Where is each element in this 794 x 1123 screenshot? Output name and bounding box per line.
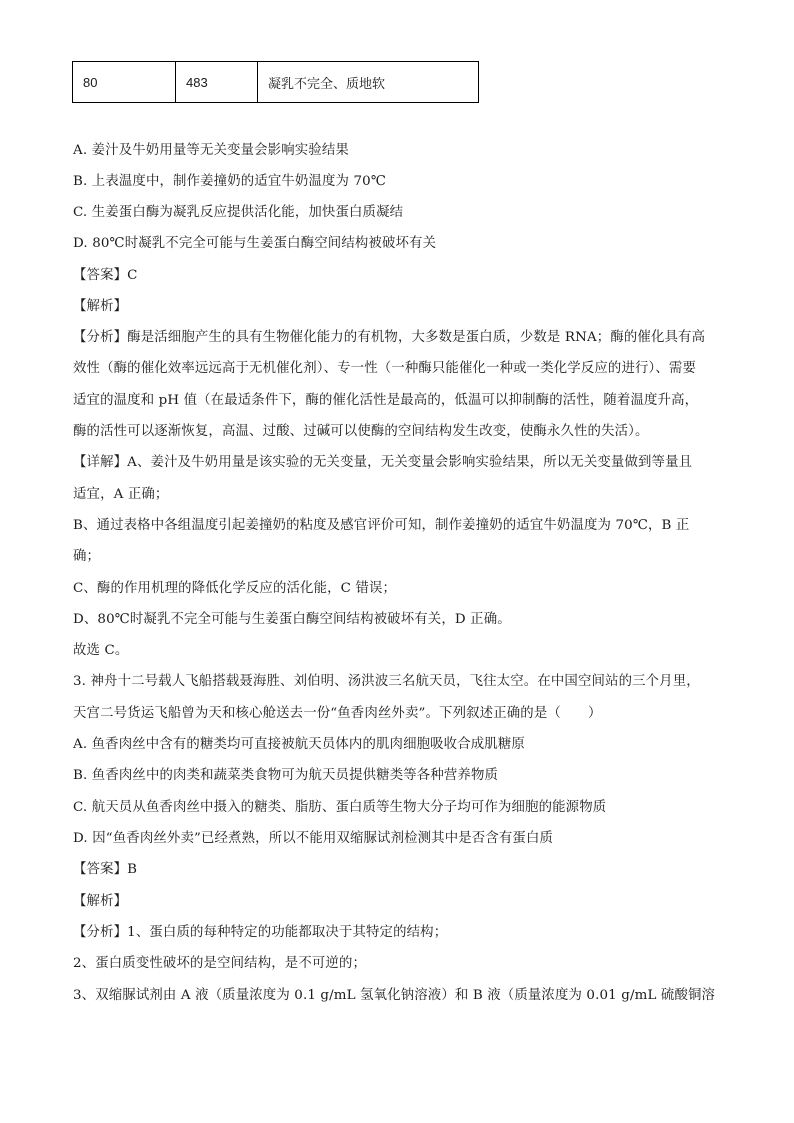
text-line: B. 上表温度中，制作姜撞奶的适宜牛奶温度为 70℃ [73, 174, 386, 189]
table-row [73, 62, 479, 103]
text-line: 【详解】A、姜汁及牛奶用量是该实验的无关变量，无关变量会影响实验结果，所以无关变量做到等量且 [73, 455, 693, 470]
text-line: 适宜，A 正确； [73, 487, 169, 502]
data-table-fragment [72, 61, 479, 103]
text-line: 天宫二号货运飞船曾为天和核心舱送去一份“鱼香肉丝外卖”。下列叙述正确的是（ ） [73, 706, 602, 721]
text-line: D、80℃时凝乳不完全可能与生姜蛋白酶空间结构被破坏有关，D 正确。 [73, 612, 511, 627]
text-line: 确； [73, 549, 101, 564]
text-line: 【答案】C [73, 268, 138, 283]
text-line: C. 航天员从鱼香肉丝中摄入的糖类、脂肪、蛋白质等生物大分子均可作为细胞的能源物质 [73, 800, 607, 815]
text-line: 【分析】1、蛋白质的每种特定的功能都取决于其特定的结构； [73, 925, 448, 940]
text-line: D. 80℃时凝乳不完全可能与生姜蛋白酶空间结构被破坏有关 [73, 236, 437, 251]
text-line: A. 姜汁及牛奶用量等无关变量会影响实验结果 [73, 143, 349, 158]
table-cell-viscosity: 483 [176, 62, 258, 103]
text-line: B. 鱼香肉丝中的肉类和蔬菜类食物可为航天员提供糖类等各种营养物质 [73, 768, 499, 783]
text-line: B、通过表格中各组温度引起姜撞奶的粘度及感官评价可知，制作姜撞奶的适宜牛奶温度为 70℃，B 正 [73, 518, 690, 533]
text-line: 酶的活性可以逐渐恢复，高温、过酸、过碱可以使酶的空间结构发生改变，使酶永久性的失活）。 [73, 424, 649, 439]
text-line: 效性（酶的催化效率远远高于无机催化剂）、专一性（一种酶只能催化一种或一类化学反应的进行）、需要 [73, 361, 697, 376]
text-line: 【分析】酶是活细胞产生的具有生物催化能力的有机物，大多数是蛋白质，少数是 RNA；酶的催化具有高 [73, 330, 706, 345]
text-line: 适宜的温度和 pH 值（在最适条件下，酶的催化活性是最高的，低温可以抑制酶的活性，随着温度升高， [73, 393, 699, 408]
table-cell-temperature: 80 [73, 62, 176, 103]
text-line: A. 鱼香肉丝中含有的糖类均可直接被航天员体内的肌肉细胞吸收合成肌糖原 [73, 737, 525, 752]
text-line: C. 生姜蛋白酶为凝乳反应提供活化能，加快蛋白质凝结 [73, 205, 404, 220]
text-line: 故选 C。 [73, 643, 129, 658]
text-line: 3、双缩脲试剂由 A 液（质量浓度为 0.1 g/mL 氢氧化钠溶液）和 B 液（质量浓度为 0.01 g/mL 硫酸铜溶 [73, 988, 716, 1003]
text-line: D. 因“鱼香肉丝外卖”已经煮熟，所以不能用双缩脲试剂检测其中是否含有蛋白质 [73, 831, 554, 846]
text-line: 【解析】 [73, 299, 128, 314]
text-line: 【解析】 [73, 894, 128, 909]
text-line: 2、蛋白质变性破坏的是空间结构，是不可逆的； [73, 956, 367, 971]
table-cell-evaluation: 凝乳不完全、质地软 [258, 62, 479, 103]
text-line: C、酶的作用机理的降低化学反应的活化能，C 错误； [73, 581, 397, 596]
text-line: 【答案】B [73, 862, 138, 877]
text-line: 3. 神舟十二号载人飞船搭载聂海胜、刘伯明、汤洪波三名航天员，飞往太空。在中国空间站的三个月里， [73, 674, 700, 689]
